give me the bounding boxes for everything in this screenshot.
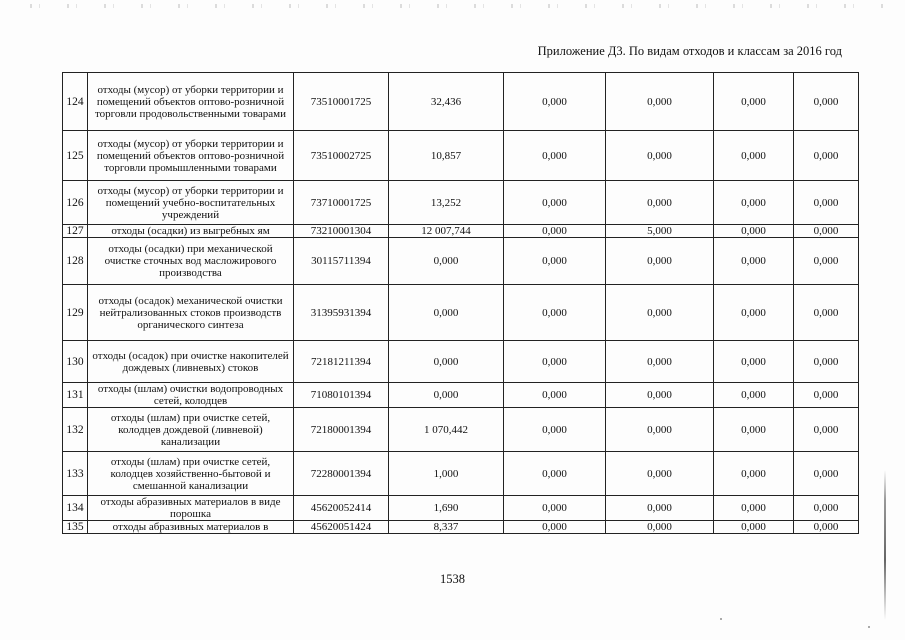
- cell-v4: 0,000: [714, 452, 794, 496]
- cell-v1: 0,000: [389, 285, 504, 341]
- cell-v5: 0,000: [794, 341, 859, 383]
- cell-v4: 0,000: [714, 408, 794, 452]
- cell-v4: 0,000: [714, 238, 794, 285]
- cell-no: 132: [63, 408, 88, 452]
- cell-code: 71080101394: [294, 383, 389, 408]
- cell-v5: 0,000: [794, 73, 859, 131]
- cell-code: 73510002725: [294, 131, 389, 181]
- scan-dot: [720, 618, 722, 620]
- cell-code: 73510001725: [294, 73, 389, 131]
- cell-v5: 0,000: [794, 181, 859, 225]
- cell-v1: 32,436: [389, 73, 504, 131]
- cell-v1: 8,337: [389, 521, 504, 534]
- cell-v2: 0,000: [504, 383, 606, 408]
- cell-v1: 0,000: [389, 238, 504, 285]
- cell-name: отходы (осадок) при очистке накопителей дождевых (ливневых) стоков: [88, 341, 294, 383]
- waste-table: [62, 72, 859, 534]
- cell-no: 130: [63, 341, 88, 383]
- cell-v2: 0,000: [504, 181, 606, 225]
- table-row: [63, 225, 859, 238]
- cell-v4: 0,000: [714, 181, 794, 225]
- scan-dot: [868, 626, 870, 628]
- cell-v5: 0,000: [794, 225, 859, 238]
- cell-v1: 13,252: [389, 181, 504, 225]
- cell-name: отходы абразивных материалов в: [88, 521, 294, 534]
- cell-name: отходы (шлам) очистки водопроводных сетей, колодцев: [88, 383, 294, 408]
- cell-v1: 12 007,744: [389, 225, 504, 238]
- cell-v2: 0,000: [504, 341, 606, 383]
- table-row: [63, 238, 859, 285]
- cell-name: отходы (мусор) от уборки территории и помещений объектов оптово-розничной торговли промышленными товарами: [88, 131, 294, 181]
- cell-code: 73710001725: [294, 181, 389, 225]
- cell-v2: 0,000: [504, 452, 606, 496]
- table-row: [63, 73, 859, 131]
- table-row: [63, 285, 859, 341]
- cell-v5: 0,000: [794, 521, 859, 534]
- cell-name: отходы (осадок) механической очистки нейтрализованных стоков производств органического синтеза: [88, 285, 294, 341]
- cell-v3: 0,000: [606, 521, 714, 534]
- cell-name: отходы абразивных материалов в виде порошка: [88, 496, 294, 521]
- cell-v3: 0,000: [606, 73, 714, 131]
- cell-v2: 0,000: [504, 521, 606, 534]
- cell-no: 128: [63, 238, 88, 285]
- cell-no: 124: [63, 73, 88, 131]
- cell-v5: 0,000: [794, 383, 859, 408]
- cell-code: 73210001304: [294, 225, 389, 238]
- cell-v3: 0,000: [606, 383, 714, 408]
- cell-v3: 0,000: [606, 238, 714, 285]
- cell-v1: 0,000: [389, 383, 504, 408]
- cell-v3: 5,000: [606, 225, 714, 238]
- cell-code: 72181211394: [294, 341, 389, 383]
- cell-v3: 0,000: [606, 496, 714, 521]
- table-row: [63, 521, 859, 534]
- cell-v1: 0,000: [389, 341, 504, 383]
- cell-v2: 0,000: [504, 238, 606, 285]
- table-row: [63, 341, 859, 383]
- cell-v3: 0,000: [606, 452, 714, 496]
- cell-v5: 0,000: [794, 238, 859, 285]
- cell-v4: 0,000: [714, 521, 794, 534]
- cell-v3: 0,000: [606, 341, 714, 383]
- cell-v5: 0,000: [794, 452, 859, 496]
- cell-name: отходы (мусор) от уборки территории и помещений учебно-воспитательных учреждений: [88, 181, 294, 225]
- cell-v2: 0,000: [504, 73, 606, 131]
- cell-v1: 1,690: [389, 496, 504, 521]
- cell-v5: 0,000: [794, 131, 859, 181]
- cell-v3: 0,000: [606, 285, 714, 341]
- cell-v2: 0,000: [504, 131, 606, 181]
- cell-code: 72180001394: [294, 408, 389, 452]
- cell-v5: 0,000: [794, 408, 859, 452]
- cell-name: отходы (шлам) при очистке сетей, колодцев дождевой (ливневой) канализации: [88, 408, 294, 452]
- cell-v2: 0,000: [504, 408, 606, 452]
- cell-v1: 10,857: [389, 131, 504, 181]
- cell-v4: 0,000: [714, 73, 794, 131]
- cell-v3: 0,000: [606, 181, 714, 225]
- cell-v2: 0,000: [504, 496, 606, 521]
- scan-edge-mark: [884, 470, 886, 620]
- cell-v4: 0,000: [714, 341, 794, 383]
- table-row: [63, 452, 859, 496]
- cell-code: 72280001394: [294, 452, 389, 496]
- cell-no: 135: [63, 521, 88, 534]
- cell-code: 31395931394: [294, 285, 389, 341]
- cell-v5: 0,000: [794, 285, 859, 341]
- cell-v4: 0,000: [714, 383, 794, 408]
- table-row: [63, 496, 859, 521]
- cell-no: 134: [63, 496, 88, 521]
- cell-name: отходы (шлам) при очистке сетей, колодцев хозяйственно-бытовой и смешанной канализации: [88, 452, 294, 496]
- scan-artifact: [30, 4, 890, 8]
- cell-v2: 0,000: [504, 225, 606, 238]
- cell-v3: 0,000: [606, 131, 714, 181]
- cell-no: 125: [63, 131, 88, 181]
- cell-v4: 0,000: [714, 496, 794, 521]
- cell-no: 131: [63, 383, 88, 408]
- cell-name: отходы (осадки) при механической очистке сточных вод масложирового производства: [88, 238, 294, 285]
- cell-no: 127: [63, 225, 88, 238]
- cell-code: 30115711394: [294, 238, 389, 285]
- cell-code: 45620051424: [294, 521, 389, 534]
- cell-v3: 0,000: [606, 408, 714, 452]
- cell-no: 133: [63, 452, 88, 496]
- cell-v1: 1 070,442: [389, 408, 504, 452]
- cell-v4: 0,000: [714, 225, 794, 238]
- cell-name: отходы (осадки) из выгребных ям: [88, 225, 294, 238]
- cell-v1: 1,000: [389, 452, 504, 496]
- page-number: 1538: [440, 572, 465, 586]
- table-row: [63, 131, 859, 181]
- page-header: Приложение Д3. По видам отходов и классам за 2016 год: [537, 44, 842, 58]
- cell-code: 45620052414: [294, 496, 389, 521]
- cell-v5: 0,000: [794, 496, 859, 521]
- cell-no: 126: [63, 181, 88, 225]
- cell-v2: 0,000: [504, 285, 606, 341]
- cell-v4: 0,000: [714, 285, 794, 341]
- table-row: [63, 383, 859, 408]
- cell-v4: 0,000: [714, 131, 794, 181]
- table-row: [63, 181, 859, 225]
- cell-no: 129: [63, 285, 88, 341]
- cell-name: отходы (мусор) от уборки территории и помещений объектов оптово-розничной торговли продовольственными товарами: [88, 73, 294, 131]
- table-row: [63, 408, 859, 452]
